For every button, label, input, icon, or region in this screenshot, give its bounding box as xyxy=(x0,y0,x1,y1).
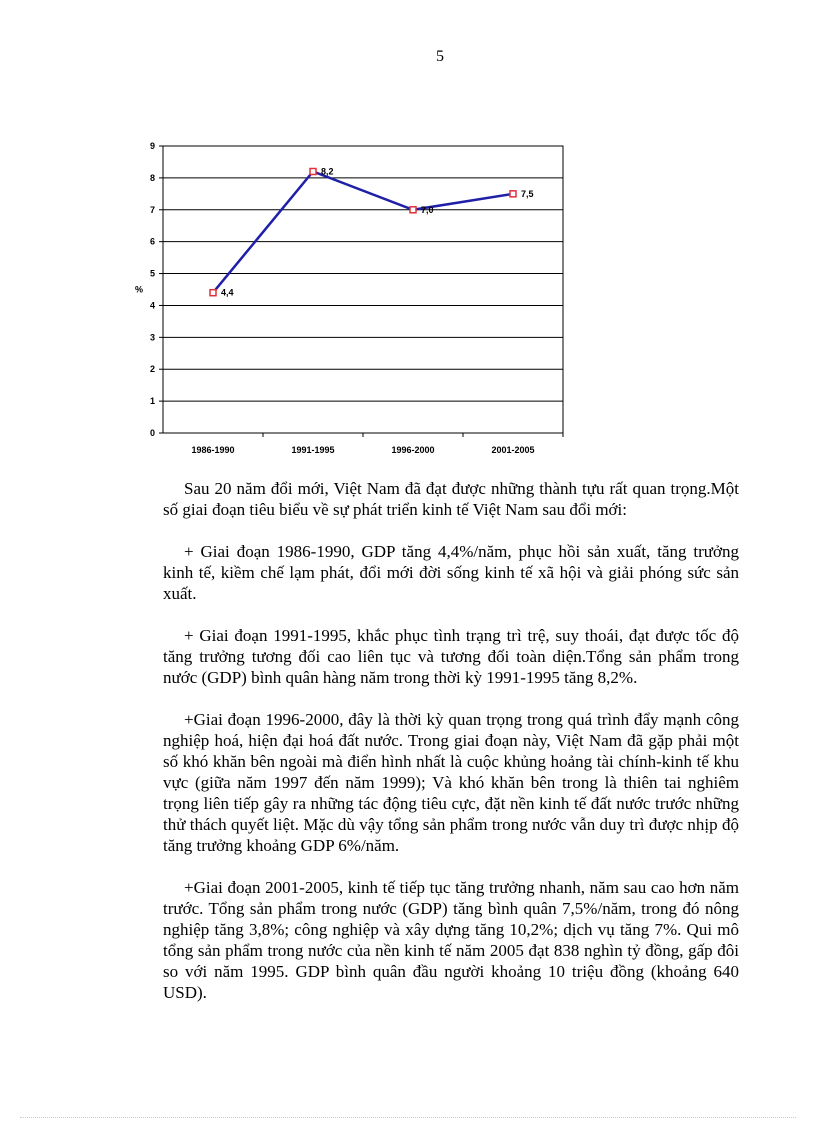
x-tick-label: 1996-2000 xyxy=(391,445,435,455)
gdp-growth-chart xyxy=(130,135,580,465)
y-tick-label: 2 xyxy=(149,364,155,375)
y-tick-label: 6 xyxy=(149,236,155,247)
chart-svg xyxy=(130,135,580,465)
y-tick-label: 3 xyxy=(149,332,155,343)
paragraph-2001-2005: +Giai đoạn 2001-2005, kinh tế tiếp tục tăng trưởng nhanh, năm sau cao hơn năm trước. Tổng sản phẩm trong nước (GDP) tăng bình quân 7,5%/năm, trong đó nông nghiệp tăng 3,8%; công nghiệp và xây dựng tăng 10,2%; dịch vụ tăng 7%. Qui mô tổng sản phẩm trong nước của nền kinh tế năm 2005 đạt 838 nghìn tỷ đồng, gấp đôi so với năm 1995. GDP bình quân đầu người khoảng 10 triệu đồng (khoảng 640 USD). xyxy=(163,878,739,1002)
paragraph-intro: Sau 20 năm đổi mới, Việt Nam đã đạt được những thành tựu rất quan trọng.Một số giai đoạn tiêu biểu về sự phát triển kinh tế Việt Nam sau đổi mới: xyxy=(163,479,739,519)
x-tick-label: 2001-2005 xyxy=(491,445,535,455)
data-point xyxy=(510,191,516,197)
data-label: 7,0 xyxy=(421,204,434,215)
data-point xyxy=(210,290,216,296)
y-tick-label: 9 xyxy=(149,141,155,151)
y-tick-label: 0 xyxy=(149,428,155,438)
y-axis-label: % xyxy=(134,284,144,295)
series-line xyxy=(213,172,513,293)
y-tick-label: 7 xyxy=(149,204,155,215)
footer-divider xyxy=(20,1117,796,1118)
y-tick-label: 8 xyxy=(149,172,155,183)
x-tick-label: 1986-1990 xyxy=(191,445,235,455)
paragraph-1996-2000: +Giai đoạn 1996-2000, đây là thời kỳ quan trọng trong quá trình đẩy mạnh công nghiệp hoá, hiện đại hoá đất nước. Trong giai đoạn này, Việt Nam đã gặp phải một số khó khăn bên ngoài mà điển hình nhất là cuộc khủng hoảng tài chính-kinh tế khu vực (giữa năm 1997 đến năm 1999); Và khó khăn bên trong là thiên tai nghiêm trọng liên tiếp gây ra những tác động tiêu cực, đặt nền kinh tế đất nước trước những thử thách quyết liệt. Mặc dù vậy tổng sản phẩm trong nước vẫn duy trì được nhịp độ tăng trưởng khoảng GDP 6%/năm. xyxy=(163,710,739,855)
body-text xyxy=(163,478,739,1024)
data-point xyxy=(410,207,416,213)
paragraph-1986-1990: + Giai đoạn 1986-1990, GDP tăng 4,4%/năm, phục hồi sản xuất, tăng trưởng kinh tế, kiềm chế lạm phát, đổi mới đời sống kinh tế xã hội và giải phóng sức sản xuất. xyxy=(163,542,739,603)
data-label: 8,2 xyxy=(321,166,334,177)
page-number: 5 xyxy=(436,48,444,65)
paragraph-1991-1995: + Giai đoạn 1991-1995, khắc phục tình trạng trì trệ, suy thoái, đạt được tốc độ tăng trưởng tương đối cao liên tục và tương đối toàn diện.Tổng sản phẩm trong nước (GDP) bình quân hàng năm trong thời kỳ 1991-1995 tăng 8,2%. xyxy=(163,626,739,687)
x-tick-label: 1991-1995 xyxy=(291,445,335,455)
y-tick-label: 5 xyxy=(149,268,155,279)
data-point xyxy=(310,169,316,175)
data-label: 4,4 xyxy=(221,287,234,298)
y-tick-label: 4 xyxy=(149,300,155,311)
y-tick-label: 1 xyxy=(149,396,155,407)
data-label: 7,5 xyxy=(521,188,534,199)
